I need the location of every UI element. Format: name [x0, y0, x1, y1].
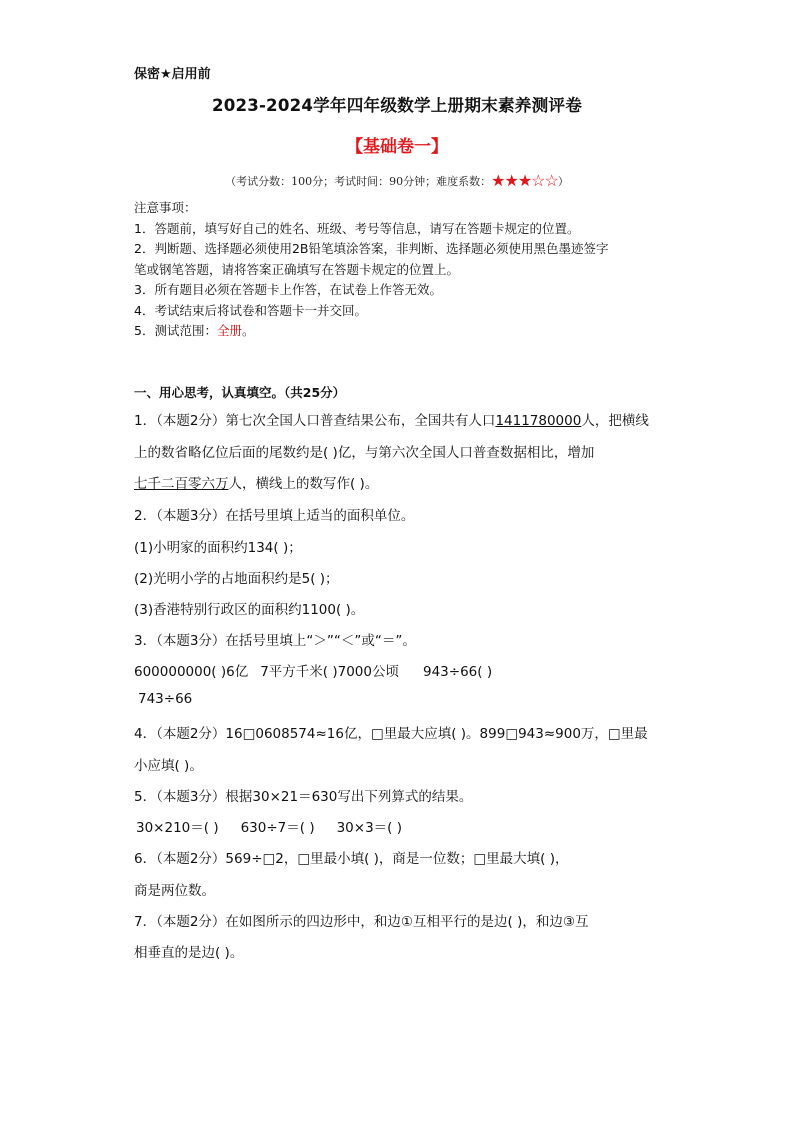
question-1-line-2: 上的数省略亿位后面的尾数约是( )亿，与第六次全国人口普查数据相比，增加 [134, 445, 595, 461]
question-4-line-1: 4．（本题2分）16□0608574≈16亿，□里最大应填( )。899□943≈900万，□里最 [134, 726, 648, 742]
q3-item-a: 600000000( )6亿 [134, 664, 249, 680]
exam-title: 2023-2024学年四年级数学上册期末素养测评卷 [211, 96, 583, 115]
star-empty-icon: ☆ [531, 171, 545, 190]
meta-suffix: ） [557, 175, 569, 188]
question-7-line-1: 7．（本题2分）在如图所示的四边形中，和边①互相平行的是边( )，和边③互 [134, 914, 589, 930]
question-2-sub-3: (3)香港特别行政区的面积约1100( )。 [134, 602, 365, 618]
scope-end: 。 [241, 323, 255, 338]
q1-text: 1．（本题2分）第七次全国人口普查结果公布，全国共有人口 [134, 413, 496, 429]
q3-item-b: 7平方千米( )7000公顷 [260, 664, 399, 680]
question-3-head: 3．（本题3分）在括号里填上“＞”“＜”或“＝”。 [134, 633, 416, 649]
scope-label: 5．测试范围： [134, 323, 217, 338]
note-item: 2．判断题、选择题必须使用2B铅笔填涂答案，非判断、选择题必须使用黑色墨迹签字 [134, 241, 609, 256]
question-5-items [136, 816, 402, 836]
star-empty-icon: ☆ [544, 171, 558, 190]
star-filled-icon: ★ [517, 171, 532, 190]
question-1-line-1 [134, 409, 649, 429]
q1-underlined-number: 1411780000 [495, 413, 582, 429]
difficulty-stars [491, 171, 558, 190]
question-4-line-2: 小应填( )。 [134, 758, 203, 774]
confidential-label: 保密★启用前 [134, 67, 211, 82]
exam-subtitle: 【基础卷一】 [346, 137, 448, 157]
question-3-items [134, 660, 492, 680]
q5-item-b: 630÷7＝( ) [240, 820, 315, 836]
q1-text-end: 人，把横线 [581, 413, 649, 429]
question-7-line-2: 相垂直的是边( )。 [134, 945, 244, 961]
q1-underlined-words: 七千二百零六万 [134, 476, 229, 492]
question-2-sub-1: (1)小明家的面积约134( )； [134, 540, 302, 556]
note-scope [134, 321, 674, 342]
exam-meta [0, 171, 794, 190]
question-2-sub-2: (2)光明小学的占地面积约是5( )； [134, 571, 339, 587]
q3-item-c: 943÷66( ) [423, 664, 493, 680]
note-item: 3．所有题目必须在答题卡上作答，在试卷上作答无效。 [134, 282, 442, 297]
section-title: 一、用心思考，认真填空。（共25分） [134, 385, 346, 400]
question-6-line-2: 商是两位数。 [134, 883, 215, 899]
q1-line3-text: 人，横线上的数写作( )。 [228, 476, 379, 492]
question-5-head: 5．（本题3分）根据30×21＝630写出下列算式的结果。 [134, 789, 473, 805]
question-1-line-3 [134, 472, 378, 492]
question-3-item-d: 743÷66 [138, 691, 193, 707]
note-item: 笔或钢笔答题，请将答案正确填写在答题卡规定的位置上。 [134, 261, 460, 277]
notes-heading: 注意事项： [134, 200, 197, 215]
meta-prefix: （考试分数：100分；考试时间：90分钟；难度系数： [225, 175, 492, 188]
star-filled-icon: ★ [504, 171, 518, 190]
question-6-line-1: 6．（本题2分）569÷□2，□里最小填( )，商是一位数；□里最大填( )， [134, 851, 569, 867]
note-item: 4．考试结束后将试卷和答题卡一并交回。 [134, 302, 367, 318]
note-item: 1．答题前，填写好自己的姓名、班级、考号等信息，请写在答题卡规定的位置。 [134, 220, 580, 236]
notes-block [134, 198, 674, 342]
star-filled-icon: ★ [491, 171, 505, 190]
question-2-head: 2．（本题3分）在括号里填上适当的面积单位。 [134, 508, 415, 524]
q5-item-a: 30×210＝( ) [136, 820, 219, 836]
q5-item-c: 30×3＝( ) [336, 820, 402, 836]
scope-value: 全册 [216, 323, 242, 338]
